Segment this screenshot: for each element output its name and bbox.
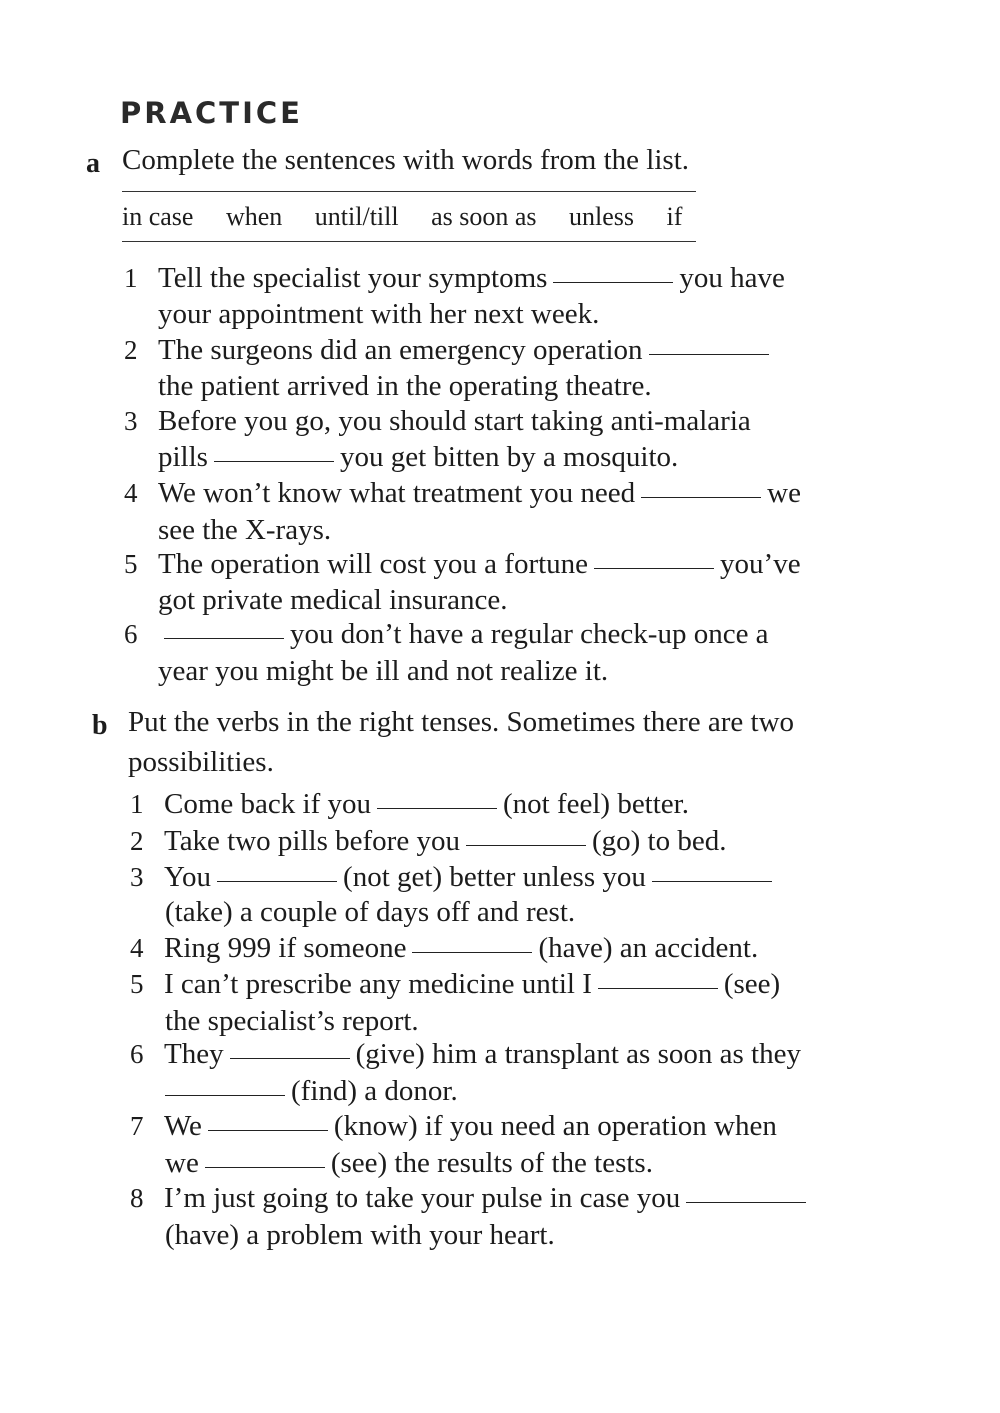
b-item-3-blank-2[interactable] [652,881,772,882]
b-item-6-blank-2[interactable] [165,1095,285,1096]
a-item-3-line-1 [124,405,751,438]
a-item-3-number: 3 [124,406,138,436]
a-item-3-blank[interactable] [214,461,334,462]
b-item-7-text-after: (know) if you need an operation when [333,1110,777,1142]
a-item-4-line-1 [124,477,801,510]
word-when: when [225,202,283,231]
b-item-7-text: We [164,1110,202,1142]
b-item-4-blank[interactable] [412,952,532,953]
a-item-3-text: Before you go, you should start taking anti-malaria [158,405,751,437]
section-a-letter: a [86,148,100,179]
word-until-till: until/till [314,202,399,231]
a-item-1-line-1 [124,262,785,295]
a-item-5-line-2: got private medical insurance. [158,584,508,616]
b-item-1-number: 1 [130,789,144,819]
b-item-6-text-after: (give) him a transplant as soon as they [355,1038,801,1070]
a-item-2-text: The surgeons did an emergency operation [158,334,643,366]
section-b-instruction-line-2: possibilities. [128,746,274,778]
b-item-7-line-2 [165,1147,653,1180]
b-item-2-text-after: (go) to bed. [591,825,727,857]
b-item-2-text: Take two pills before you [164,825,460,857]
word-unless: unless [569,202,635,231]
section-b-letter: b [92,710,108,741]
b-item-3-text: You [164,861,212,893]
a-item-6-line-2: year you might be ill and not realize it. [158,655,609,687]
b-item-5-blank[interactable] [598,988,718,989]
page-heading: PRACTICE [120,96,303,130]
b-item-8-text: I’m just going to take your pulse in case you [164,1182,681,1214]
b-item-7-text-line-2-before: we [165,1147,199,1179]
a-item-4-text: We won’t know what treatment you need [158,477,636,509]
a-item-4-number: 4 [124,478,138,508]
a-item-3-text-after: you get bitten by a mosquito. [339,441,679,473]
b-item-6-number: 6 [130,1039,144,1069]
a-item-5-line-1 [124,548,801,581]
word-as-soon-as: as soon as [431,202,537,231]
b-item-3-line-2: (take) a couple of days off and rest. [165,896,576,928]
a-item-3-text-before: pills [158,441,208,473]
a-item-6-line-1 [124,618,769,651]
word-list-top-rule [122,191,696,192]
b-item-5-line-1 [130,968,780,1001]
b-item-5-number: 5 [130,969,144,999]
a-item-4-blank[interactable] [641,497,761,498]
a-item-2-number: 2 [124,335,138,365]
a-item-6-text-after: you don’t have a regular check-up once a [290,618,769,650]
word-if: if [666,202,683,231]
a-item-6-blank[interactable] [164,638,284,639]
b-item-1-line-1 [130,788,689,821]
a-item-5-number: 5 [124,549,138,579]
word-list-bottom-rule [122,241,696,242]
a-item-5-blank[interactable] [594,568,714,569]
b-item-8-line-1 [130,1182,812,1215]
b-item-4-text: Ring 999 if someone [164,932,407,964]
word-in-case: in case [122,202,194,231]
b-item-6-line-1 [130,1038,801,1071]
a-item-4-line-2: see the X-rays. [158,514,332,546]
b-item-4-line-1 [130,932,758,965]
b-item-4-text-after: (have) an accident. [538,932,759,964]
section-b-instruction-line-1: Put the verbs in the right tenses. Sometimes there are two [128,706,795,738]
a-item-3-line-2 [158,441,678,474]
a-item-5-text: The operation will cost you a fortune [158,548,589,580]
section-a-instruction: Complete the sentences with words from the list. [122,144,690,176]
b-item-2-number: 2 [130,826,144,856]
b-item-5-line-2: the specialist’s report. [165,1005,419,1037]
a-item-1-blank[interactable] [553,282,673,283]
b-item-7-line-1 [130,1110,777,1143]
a-item-5-text-after: you’ve [720,548,801,580]
b-item-3-text-middle: (not get) better unless you [343,861,646,893]
b-item-6-text: They [164,1038,224,1070]
a-item-2-line-1 [124,334,775,367]
b-item-8-number: 8 [130,1183,144,1213]
b-item-2-blank[interactable] [466,845,586,846]
b-item-5-text-after: (see) [723,968,781,1000]
b-item-1-text: Come back if you [164,788,371,820]
b-item-3-blank-1[interactable] [217,881,337,882]
a-item-6-number: 6 [124,619,138,649]
b-item-2-line-1 [130,825,726,858]
word-list [122,202,708,232]
b-item-8-blank[interactable] [686,1202,806,1203]
a-item-1-text-after: you have [679,262,785,294]
b-item-8-line-2: (have) a problem with your heart. [165,1219,555,1251]
a-item-2-line-2: the patient arrived in the operating theatre. [158,370,652,402]
a-item-4-text-after: we [767,477,801,509]
b-item-5-text: I can’t prescribe any medicine until I [164,968,592,1000]
a-item-1-number: 1 [124,263,138,293]
b-item-7-blank-2[interactable] [205,1167,325,1168]
b-item-6-blank-1[interactable] [230,1058,350,1059]
a-item-1-line-2: your appointment with her next week. [158,298,600,330]
b-item-7-number: 7 [130,1111,144,1141]
b-item-7-text-line-2-after: (see) the results of the tests. [330,1147,653,1179]
b-item-1-blank[interactable] [377,808,497,809]
b-item-6-line-2 [165,1075,458,1108]
a-item-1-text: Tell the specialist your symptoms [158,262,548,294]
b-item-6-text-line-2: (find) a donor. [291,1075,458,1107]
b-item-3-line-1 [130,861,778,894]
b-item-7-blank-1[interactable] [208,1130,328,1131]
b-item-4-number: 4 [130,933,144,963]
a-item-2-blank[interactable] [649,354,769,355]
b-item-1-text-after: (not feel) better. [502,788,689,820]
b-item-3-number: 3 [130,862,144,892]
